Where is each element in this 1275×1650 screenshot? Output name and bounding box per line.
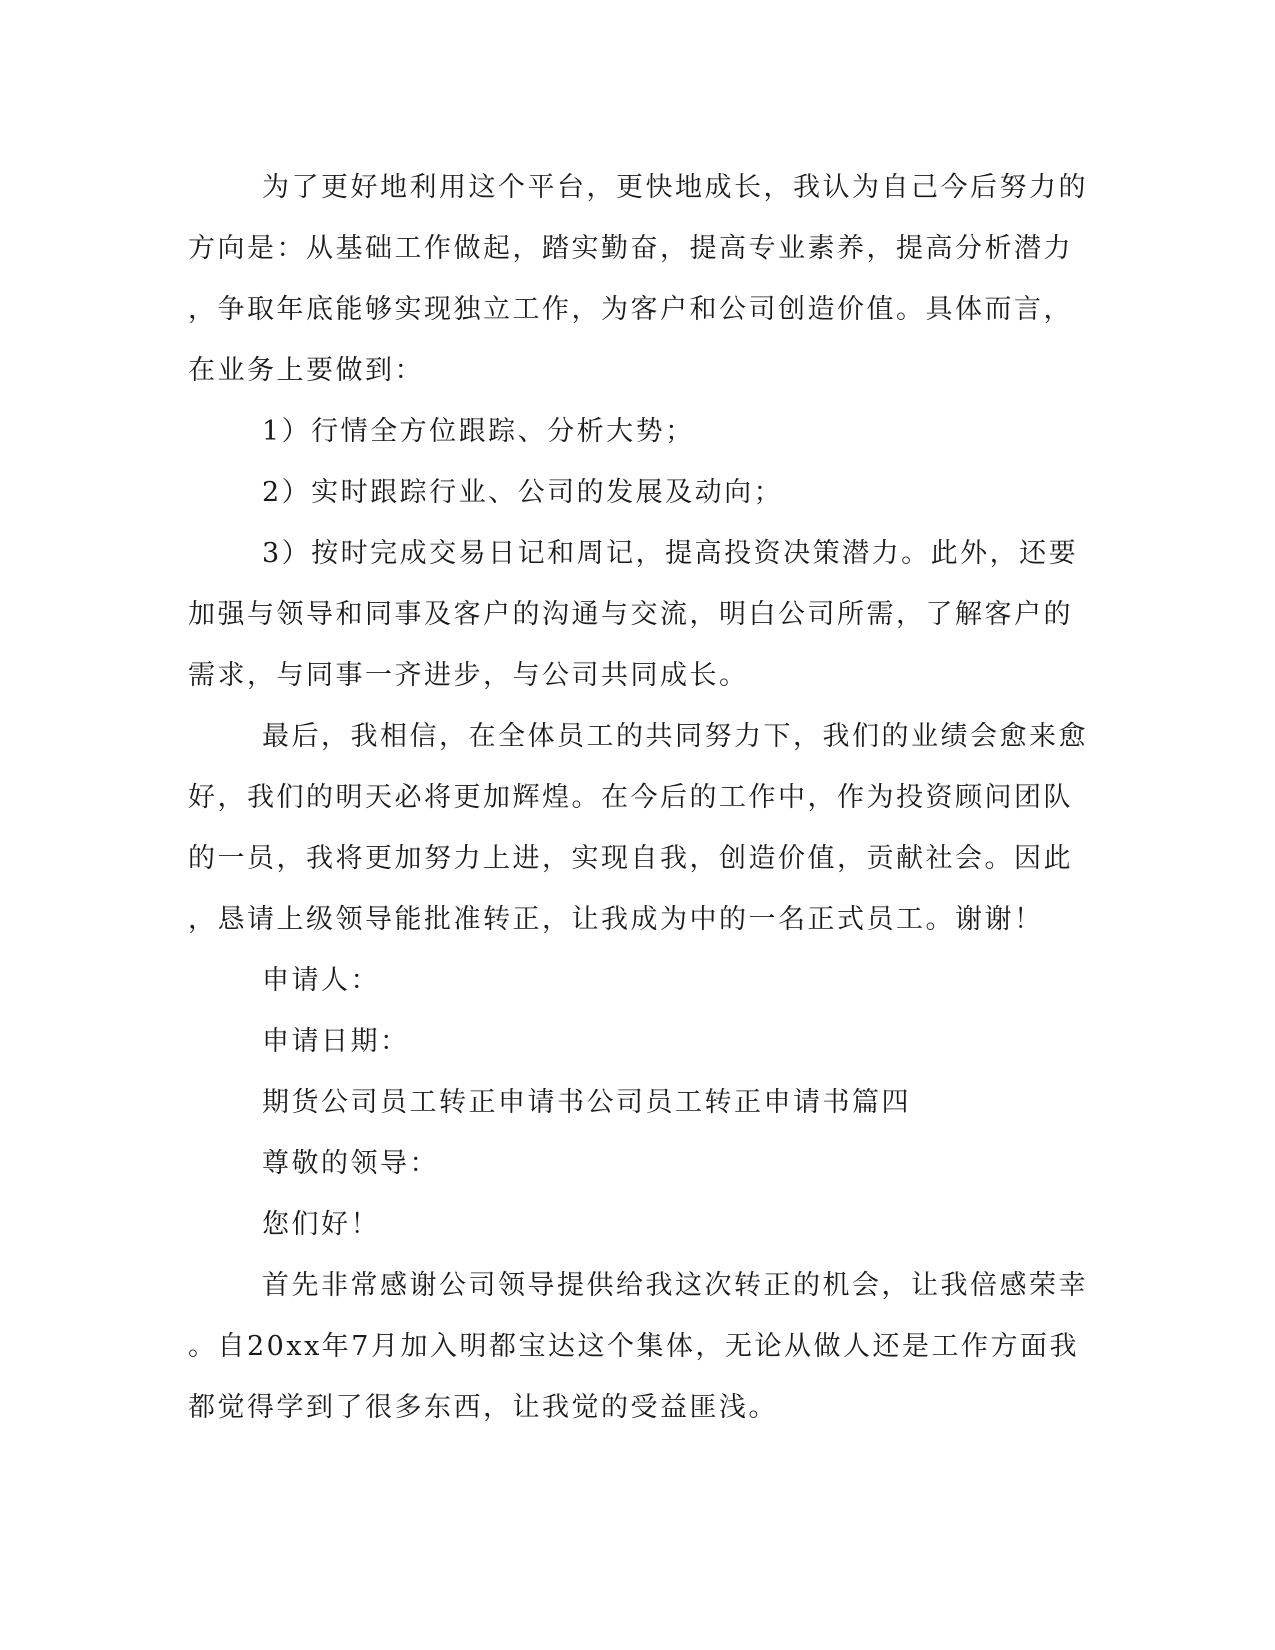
paragraph-line: 的一员，我将更加努力上进，实现自我，创造价值，贡献社会。因此	[188, 843, 1073, 874]
paragraph-line: 需求，与同事一齐进步，与公司共同成长。	[188, 660, 749, 691]
section-title: 期货公司员工转正申请书公司员工转正申请书篇四	[262, 1087, 911, 1118]
list-item: 3）按时完成交易日记和周记，提高投资决策潜力。此外，还要	[262, 538, 1079, 569]
paragraph-line: ，恳请上级领导能批准转正，让我成为中的一名正式员工。谢谢！	[188, 904, 1044, 935]
paragraph-line: 首先非常感谢公司领导提供给我这次转正的机会，让我倍感荣幸	[262, 1270, 1088, 1301]
paragraph-line: 方向是：从基础工作做起，踏实勤奋，提高专业素养，提高分析潜力	[188, 233, 1073, 264]
paragraph-line: 都觉得学到了很多东西，让我觉的受益匪浅。	[188, 1392, 778, 1423]
paragraph-line: 加强与领导和同事及客户的沟通与交流，明白公司所需，了解客户的	[188, 599, 1073, 630]
salutation: 尊敬的领导：	[262, 1148, 439, 1179]
paragraph-line: ，争取年底能够实现独立工作，为客户和公司创造价值。具体而言，	[188, 294, 1073, 325]
paragraph-line: 在业务上要做到：	[188, 355, 424, 386]
greeting: 您们好！	[262, 1209, 380, 1240]
paragraph-line: 。自20xx年7月加入明都宝达这个集体，无论从做人还是工作方面我	[188, 1331, 1079, 1362]
list-item: 2）实时跟踪行业、公司的发展及动向；	[262, 477, 784, 508]
paragraph-line: 为了更好地利用这个平台，更快地成长，我认为自己今后努力的	[262, 172, 1088, 203]
paragraph-line: 好，我们的明天必将更加辉煌。在今后的工作中，作为投资顾问团队	[188, 782, 1073, 813]
application-date-label: 申请日期：	[262, 1026, 410, 1057]
applicant-label: 申请人：	[262, 965, 380, 996]
list-item: 1）行情全方位跟踪、分析大势；	[262, 416, 695, 447]
paragraph-line: 最后，我相信，在全体员工的共同努力下，我们的业绩会愈来愈	[262, 721, 1088, 752]
